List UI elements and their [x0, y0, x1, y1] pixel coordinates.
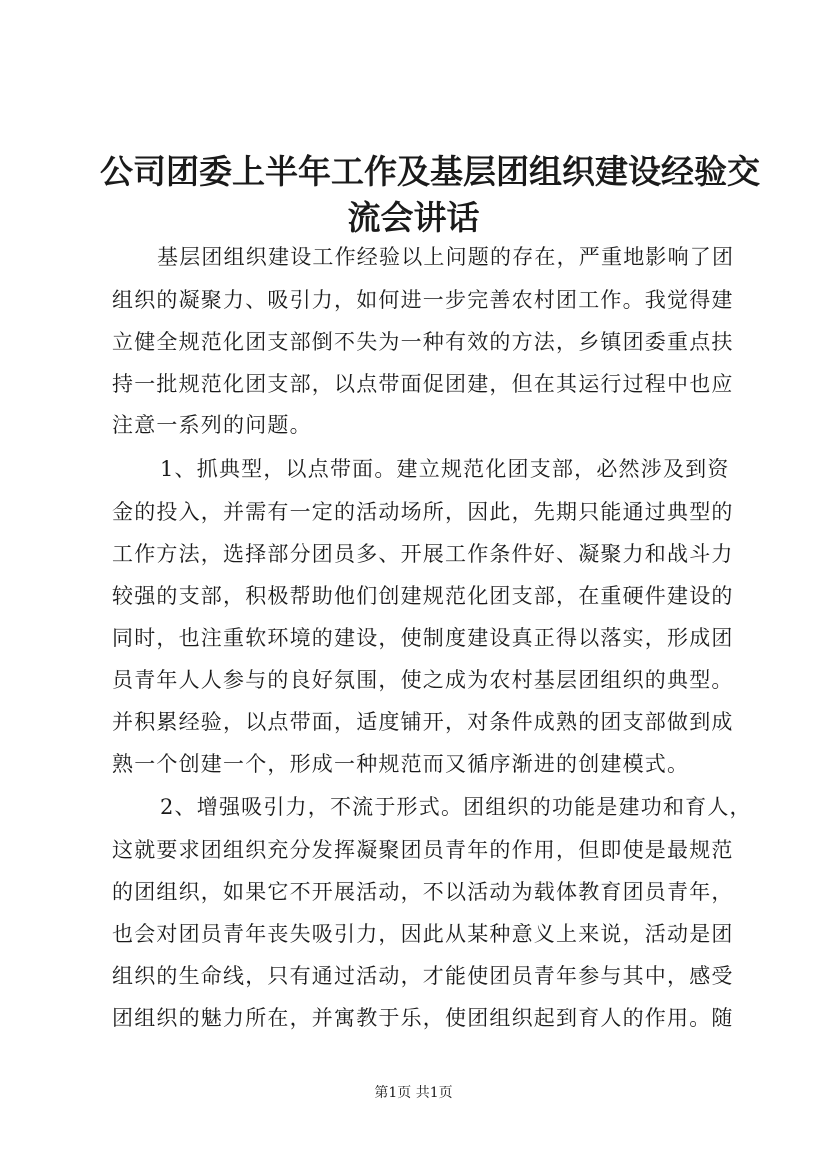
paragraph-2-line-8: 熟一个创建一个，形成一种规范而又循序渐进的创建模式。 [112, 752, 690, 776]
document-title-line-2: 流会讲话 [347, 198, 480, 237]
paragraph-3-line-1: 2、增强吸引力，不流于形式。团组织的功能是建功和育人， [160, 795, 752, 819]
paragraph-2-line-4: 较强的支部，积极帮助他们创建规范化团支部，在重硬件建设的 [112, 584, 734, 608]
paragraph-2-line-3: 工作方法，选择部分团员多、开展工作条件好、凝聚力和战斗力 [112, 542, 734, 566]
paragraph-3-line-5: 组织的生命线，只有通过活动，才能使团员青年参与其中，感受 [112, 964, 734, 988]
paragraph-2-line-5: 同时，也注重软环境的建设，使制度建设真正得以落实，形成团 [112, 626, 734, 650]
page-footer: 第1页 共1页 [374, 1085, 453, 1101]
paragraph-1-line-2: 组织的凝聚力、吸引力，如何进一步完善农村团工作。我觉得建 [112, 288, 734, 312]
paragraph-2-line-6: 员青年人人参与的良好氛围，使之成为农村基层团组织的典型。 [112, 668, 734, 692]
paragraph-2-line-1: 1、抓典型，以点带面。建立规范化团支部，必然涉及到资 [160, 457, 730, 481]
paragraph-1-line-3: 立健全规范化团支部倒不失为一种有效的方法，乡镇团委重点扶 [112, 330, 734, 354]
document-title-line-1: 公司团委上半年工作及基层团组织建设经验交 [100, 152, 760, 191]
paragraph-1-line-5: 注意一系列的问题。 [112, 413, 312, 437]
paragraph-3-line-2: 这就要求团组织充分发挥凝聚团员青年的作用，但即使是最规范 [112, 838, 734, 862]
paragraph-1-line-1: 基层团组织建设工作经验以上问题的存在，严重地影响了团 [157, 245, 735, 269]
paragraph-3-line-3: 的团组织，如果它不开展活动，不以活动为载体教育团员青年， [112, 880, 734, 904]
paragraph-3-line-6: 团组织的魅力所在，并寓教于乐，使团组织起到育人的作用。随 [112, 1006, 734, 1030]
paragraph-1-line-4: 持一批规范化团支部，以点带面促团建，但在其运行过程中也应 [112, 372, 734, 396]
paragraph-2-line-7: 并积累经验，以点带面，适度铺开，对条件成熟的团支部做到成 [112, 710, 734, 734]
paragraph-3-line-4: 也会对团员青年丧失吸引力，因此从某种意义上来说，活动是团 [112, 922, 734, 946]
paragraph-2-line-2: 金的投入，并需有一定的活动场所，因此，先期只能通过典型的 [112, 500, 734, 524]
